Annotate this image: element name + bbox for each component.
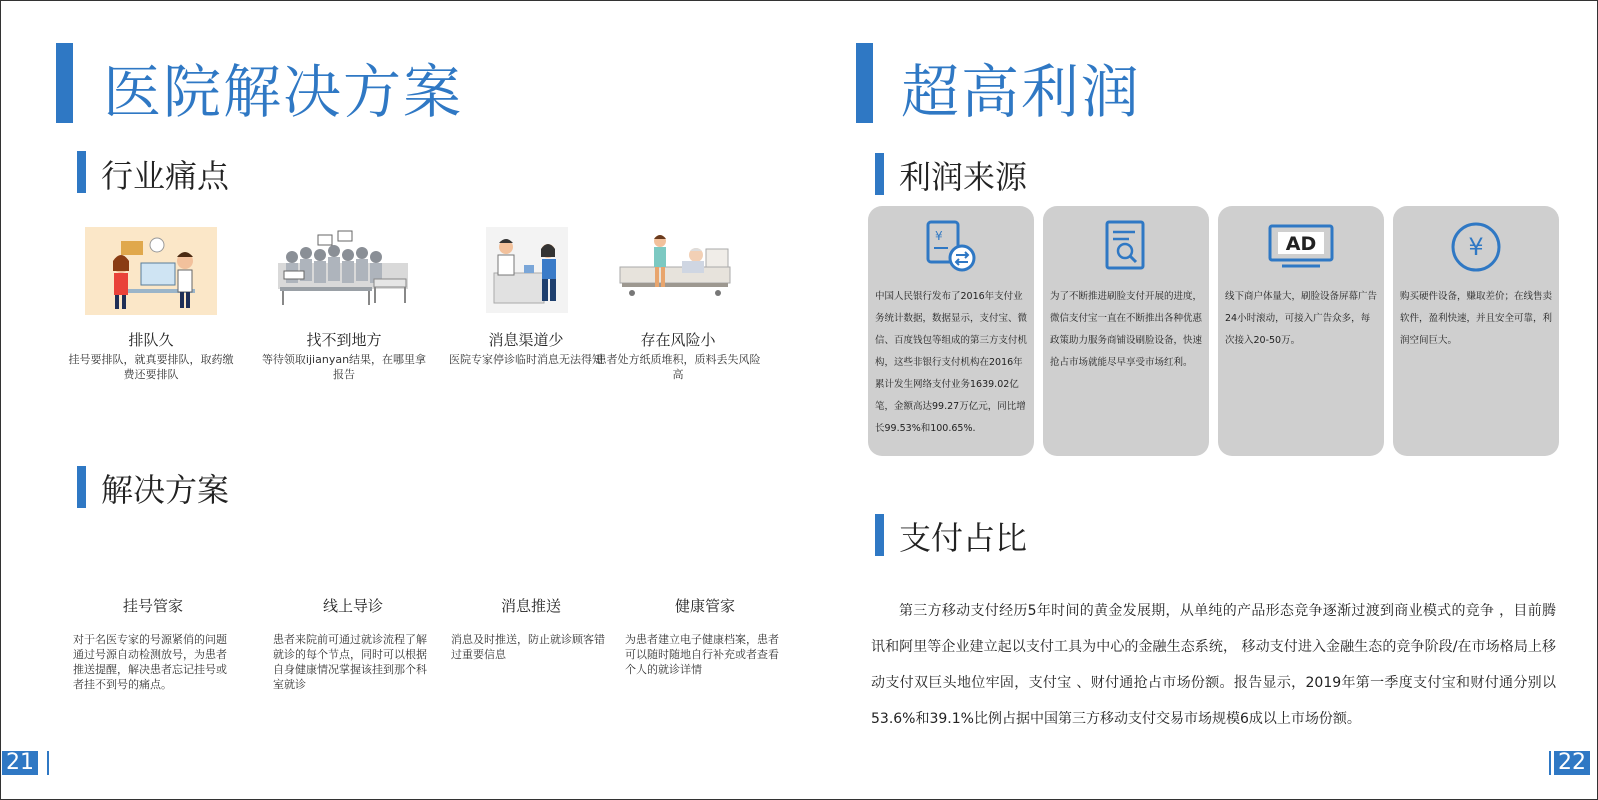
yuan-coin-icon xyxy=(1447,218,1505,276)
solution-title: 消息推送 xyxy=(500,597,561,615)
section-heading-solutions: 解决方案 xyxy=(101,471,230,509)
pain-point-item xyxy=(66,227,236,382)
profit-card xyxy=(868,206,1034,456)
document-search-icon xyxy=(1097,218,1155,276)
page-number-rule xyxy=(47,751,49,775)
page-number-rule xyxy=(1549,751,1551,775)
solution-title: 线上导诊 xyxy=(322,597,383,615)
pain-point-title: 存在风险小 xyxy=(640,331,716,349)
queue-illustration xyxy=(85,227,217,315)
solution-item xyxy=(73,595,233,692)
page-number-left: 21 xyxy=(2,751,38,775)
profit-card xyxy=(1218,206,1384,456)
solution-desc: 对于名医专家的号源紧俏的问题通过号源自动检测放号，为患者推送提醒，解决患者忘记挂号或者挂不到号的痛点。 xyxy=(73,633,227,691)
ad-icon-label: AD xyxy=(1285,233,1317,255)
svg-text:¥: ¥ xyxy=(935,229,943,243)
doctor-consult-illustration xyxy=(460,227,592,315)
yuan-icon-label: ¥ xyxy=(1468,233,1484,261)
solution-item xyxy=(451,595,611,662)
pain-point-desc: 等待领取ijianyan结果，在哪里拿报告 xyxy=(261,353,427,381)
title-accent-bar xyxy=(856,43,873,123)
pain-point-item xyxy=(441,227,611,367)
profit-card-text: 为了不断推进刷脸支付开展的进度，微信支付宝一直在不断推出各种优惠政策助力服务商铺设刷脸设备，快速抢占市场就能尽早享受市场红利。 xyxy=(1050,291,1203,368)
solution-item xyxy=(273,595,433,692)
page-title-right: 超高利润 xyxy=(901,58,1142,126)
section-accent-bar xyxy=(875,514,884,556)
solution-desc: 消息及时推送，防止就诊顾客错过重要信息 xyxy=(451,633,605,661)
pain-point-title: 找不到地方 xyxy=(306,331,382,349)
section-heading-pain-points: 行业痛点 xyxy=(101,157,230,195)
pain-point-item xyxy=(593,227,763,382)
payment-share-paragraph: 第三方移动支付经历5年时间的黄金发展期，从单纯的产品形态竞争逐渐过渡到商业模式的竞争 ，目前腾讯和阿里等企业建立起以支付工具为中心的金融生态系统， 移动支付进入金融生态的竞争阶段/在市场格局上移动支付双巨头地位牢固，支付宝 、财付通抢占市场份额。报告显示，2019年第一季度支付宝和财付通分别以53.6%和39.1%比例占据中国第三方移动支付交易市场规模6成以上市场份额。 xyxy=(871,603,1556,727)
solution-desc: 患者来院前可通过就诊流程了解就诊的每个节点，同时可以根据自身健康情况掌握该挂到那个科室就诊 xyxy=(273,633,427,691)
solution-title: 挂号管家 xyxy=(122,597,183,615)
solution-desc: 为患者建立电子健康档案，患者可以随时随地自行补充或者查看个人的就诊详情 xyxy=(625,633,779,676)
pain-point-title: 消息渠道少 xyxy=(488,331,564,349)
ad-screen-icon xyxy=(1272,218,1330,276)
patient-bed-illustration xyxy=(612,227,744,315)
title-accent-bar xyxy=(56,43,73,123)
profit-card-text: 线下商户体量大，刷脸设备屏幕广告24小时滚动，可接入广告众多，每次接入20-50万。 xyxy=(1225,291,1378,346)
pain-point-item xyxy=(259,227,429,382)
profit-card-text: 中国人民银行发布了2016年支付业务统计数据，数据显示，支付宝、微信、百度钱包等组成的第三方支付机构，这些非银行支付机构在2016年累计发生网络支付业务1639.02亿笔，金额高达99.27万亿元，同比增长99.53%和100.65%. xyxy=(875,291,1028,434)
pain-point-title: 排队久 xyxy=(128,331,174,349)
section-accent-bar xyxy=(77,466,86,508)
profit-card xyxy=(1043,206,1209,456)
payment-exchange-icon xyxy=(922,218,980,276)
profit-card-text: 购买硬件设备，赚取差价；在线售卖软件，盈利快速，并且安全可靠，利润空间巨大。 xyxy=(1400,291,1553,346)
pain-point-desc: 患者处方纸质堆积，质料丢失风险高 xyxy=(595,353,761,381)
page-title-left: 医院解决方案 xyxy=(103,58,464,126)
pain-point-desc: 挂号要排队，就真要排队，取药缴费还要排队 xyxy=(68,353,234,381)
section-accent-bar xyxy=(77,151,86,193)
section-accent-bar xyxy=(875,153,884,195)
section-heading-payment-share: 支付占比 xyxy=(899,519,1028,557)
solution-title: 健康管家 xyxy=(674,597,735,615)
page-number-right: 22 xyxy=(1554,751,1590,775)
solution-item xyxy=(625,595,785,677)
crowd-illustration xyxy=(278,227,410,315)
profit-card xyxy=(1393,206,1559,456)
pain-point-desc: 医院专家停诊临时消息无法得知 xyxy=(449,353,603,366)
section-heading-profit-sources: 利润来源 xyxy=(899,158,1028,196)
